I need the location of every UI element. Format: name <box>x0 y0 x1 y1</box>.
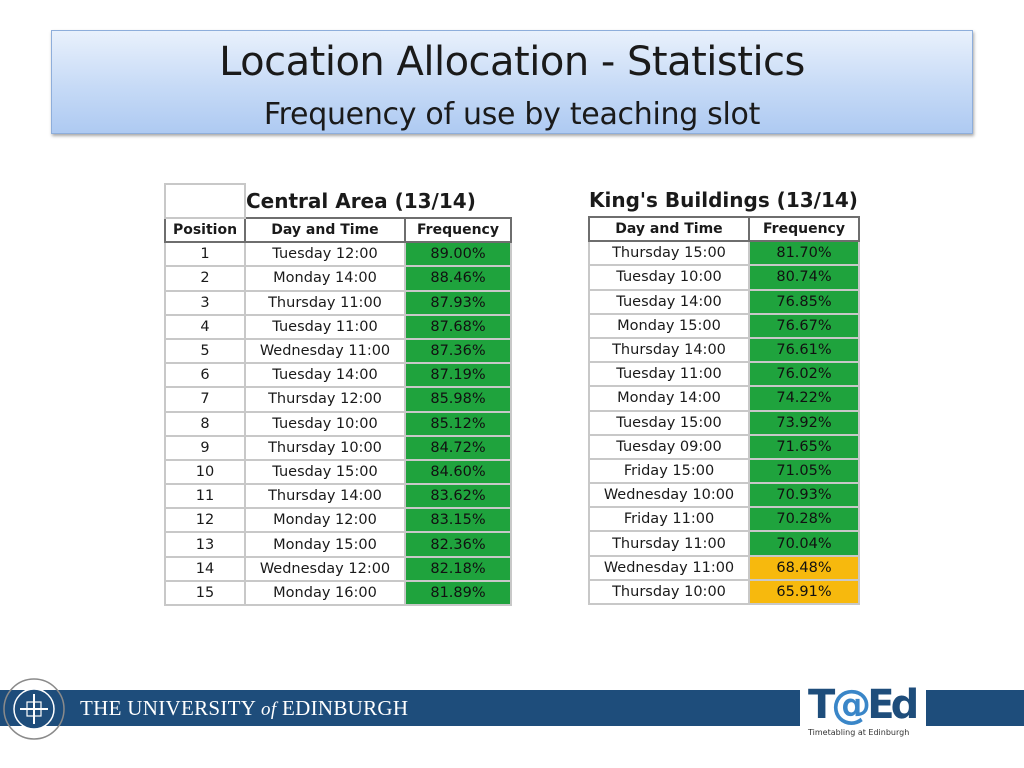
frequency-cell: 87.19% <box>405 363 511 387</box>
table-row <box>165 387 511 411</box>
frequency-cell: 89.00% <box>405 242 511 266</box>
frequency-cell: 81.70% <box>749 241 859 265</box>
university-crest-icon <box>2 676 66 742</box>
frequency-cell: 85.98% <box>405 387 511 411</box>
kings-buildings-table <box>588 183 860 605</box>
table-row <box>589 459 859 483</box>
table-row <box>165 436 511 460</box>
frequency-cell: 87.93% <box>405 291 511 315</box>
day-time-cell: Tuesday 15:00 <box>245 460 405 484</box>
frequency-cell: 76.02% <box>749 362 859 386</box>
position-cell: 3 <box>165 291 245 315</box>
table-row <box>165 315 511 339</box>
frequency-cell: 71.05% <box>749 459 859 483</box>
position-cell: 13 <box>165 532 245 556</box>
central-table-title: Central Area (13/14) <box>246 188 476 213</box>
table-row <box>589 556 859 580</box>
frequency-cell: 80.74% <box>749 265 859 289</box>
table-row <box>589 338 859 362</box>
column-header-day-time: Day and Time <box>589 217 749 241</box>
frequency-cell: 65.91% <box>749 580 859 604</box>
position-cell: 5 <box>165 339 245 363</box>
day-time-cell: Tuesday 15:00 <box>589 411 749 435</box>
frequency-cell: 82.18% <box>405 557 511 581</box>
frequency-cell: 74.22% <box>749 386 859 410</box>
frequency-cell: 73.92% <box>749 411 859 435</box>
frequency-cell: 68.48% <box>749 556 859 580</box>
position-cell: 11 <box>165 484 245 508</box>
day-time-cell: Tuesday 11:00 <box>589 362 749 386</box>
day-time-cell: Monday 15:00 <box>245 532 405 556</box>
table-row <box>165 508 511 532</box>
logo-wordmark: T@Ed <box>808 682 916 728</box>
day-time-cell: Tuesday 10:00 <box>245 412 405 436</box>
frequency-cell: 82.36% <box>405 532 511 556</box>
taed-logo <box>800 682 926 742</box>
table-row <box>589 531 859 555</box>
university-name: THE UNIVERSITY of EDINBURGH <box>80 696 409 720</box>
logo-tagline: Timetabling at Edinburgh <box>808 728 910 737</box>
table-row <box>165 266 511 290</box>
day-time-cell: Wednesday 11:00 <box>589 556 749 580</box>
frequency-cell: 81.89% <box>405 581 511 605</box>
day-time-cell: Monday 12:00 <box>245 508 405 532</box>
frequency-cell: 84.60% <box>405 460 511 484</box>
table-row <box>165 557 511 581</box>
day-time-cell: Tuesday 09:00 <box>589 435 749 459</box>
table-row <box>589 411 859 435</box>
table-row <box>165 339 511 363</box>
central-area-table <box>164 183 512 606</box>
frequency-cell: 76.67% <box>749 314 859 338</box>
frequency-cell: 83.62% <box>405 484 511 508</box>
table-row <box>589 435 859 459</box>
day-time-cell: Monday 16:00 <box>245 581 405 605</box>
position-cell: 15 <box>165 581 245 605</box>
column-header-position: Position <box>165 218 245 242</box>
table-row <box>165 363 511 387</box>
frequency-cell: 88.46% <box>405 266 511 290</box>
position-cell: 12 <box>165 508 245 532</box>
frequency-cell: 70.93% <box>749 483 859 507</box>
table-row <box>165 412 511 436</box>
frequency-cell: 70.28% <box>749 507 859 531</box>
frequency-cell: 87.68% <box>405 315 511 339</box>
day-time-cell: Monday 14:00 <box>589 386 749 410</box>
frequency-cell: 83.15% <box>405 508 511 532</box>
table-row <box>589 386 859 410</box>
day-time-cell: Wednesday 10:00 <box>589 483 749 507</box>
table-row <box>589 265 859 289</box>
table-row <box>165 581 511 605</box>
column-header-frequency: Frequency <box>749 217 859 241</box>
position-cell: 10 <box>165 460 245 484</box>
position-cell: 6 <box>165 363 245 387</box>
frequency-cell: 76.61% <box>749 338 859 362</box>
table-row <box>589 483 859 507</box>
position-cell: 2 <box>165 266 245 290</box>
table-row <box>589 580 859 604</box>
table-row <box>589 314 859 338</box>
table-row <box>165 484 511 508</box>
frequency-cell: 87.36% <box>405 339 511 363</box>
table-row <box>589 290 859 314</box>
day-time-cell: Thursday 10:00 <box>245 436 405 460</box>
table-row <box>589 507 859 531</box>
table-row <box>589 241 859 265</box>
table-row <box>165 532 511 556</box>
day-time-cell: Thursday 14:00 <box>589 338 749 362</box>
table-row <box>589 362 859 386</box>
kings-table-title: King's Buildings (13/14) <box>589 187 858 212</box>
frequency-cell: 70.04% <box>749 531 859 555</box>
day-time-cell: Tuesday 14:00 <box>245 363 405 387</box>
day-time-cell: Tuesday 11:00 <box>245 315 405 339</box>
page-title: Location Allocation - Statistics <box>219 39 805 85</box>
day-time-cell: Thursday 15:00 <box>589 241 749 265</box>
day-time-cell: Wednesday 12:00 <box>245 557 405 581</box>
position-cell: 14 <box>165 557 245 581</box>
column-header-day-time: Day and Time <box>245 218 405 242</box>
day-time-cell: Tuesday 12:00 <box>245 242 405 266</box>
position-cell: 8 <box>165 412 245 436</box>
title-box <box>51 30 973 134</box>
table-row <box>165 291 511 315</box>
day-time-cell: Wednesday 11:00 <box>245 339 405 363</box>
day-time-cell: Monday 15:00 <box>589 314 749 338</box>
page-subtitle: Frequency of use by teaching slot <box>263 97 761 132</box>
frequency-cell: 85.12% <box>405 412 511 436</box>
day-time-cell: Tuesday 14:00 <box>589 290 749 314</box>
day-time-cell: Friday 15:00 <box>589 459 749 483</box>
day-time-cell: Friday 11:00 <box>589 507 749 531</box>
day-time-cell: Thursday 12:00 <box>245 387 405 411</box>
frequency-cell: 71.65% <box>749 435 859 459</box>
position-cell: 4 <box>165 315 245 339</box>
day-time-cell: Thursday 11:00 <box>589 531 749 555</box>
day-time-cell: Thursday 10:00 <box>589 580 749 604</box>
day-time-cell: Thursday 11:00 <box>245 291 405 315</box>
position-cell: 9 <box>165 436 245 460</box>
frequency-cell: 84.72% <box>405 436 511 460</box>
position-cell: 1 <box>165 242 245 266</box>
table-row <box>165 460 511 484</box>
position-cell: 7 <box>165 387 245 411</box>
frequency-cell: 76.85% <box>749 290 859 314</box>
day-time-cell: Monday 14:00 <box>245 266 405 290</box>
day-time-cell: Thursday 14:00 <box>245 484 405 508</box>
day-time-cell: Tuesday 10:00 <box>589 265 749 289</box>
table-row <box>165 242 511 266</box>
column-header-frequency: Frequency <box>405 218 511 242</box>
